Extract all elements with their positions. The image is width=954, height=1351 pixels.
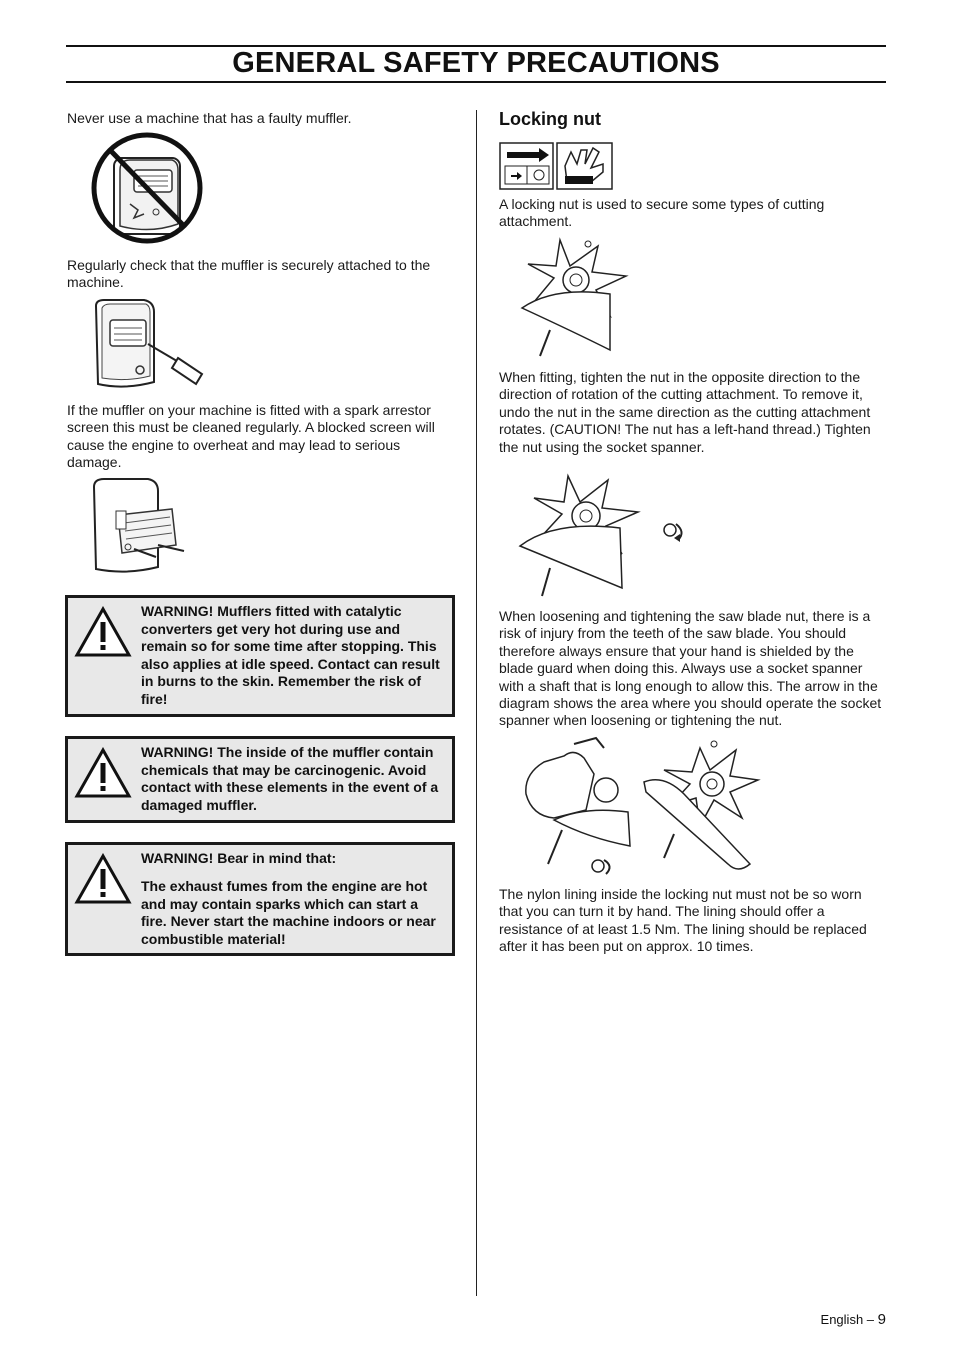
page-footer [821, 1311, 886, 1328]
saw-blade-nut-text: When loosening and tightening the saw blade nut, there is a risk of injury from the teeth of the saw blade. You should therefore always ensure that your hand is shielded by the blade guard when doing this. Always use a socket spanner with a shaft that is long enough to allow this. The arrow in the diagram shows the area where you should operate the socket spanner when loosening or tightening the nut. [499, 608, 882, 729]
column-divider [476, 110, 477, 1296]
blade-locking-nut-illustration [514, 236, 648, 358]
header-bottom-rule [66, 81, 886, 83]
spark-arrestor-text: If the muffler on your machine is fitted with a spark arrestor screen this must be cleaned regularly. A blocked screen will cause the engine to overheat and may lead to serious damage. [67, 402, 435, 471]
warning-exhaust-lead: WARNING! Bear in mind that: [141, 850, 337, 866]
warning-triangle-icon [74, 747, 132, 799]
warning-triangle-icon [74, 606, 132, 658]
warning-exhaust-text: The exhaust fumes from the engine are hot and may contain sparks which can start a fire. Never start the machine indoors or near combustible material! [141, 878, 436, 947]
footer-dash: – [866, 1312, 875, 1327]
muffler-screwdriver-illustration [90, 298, 212, 392]
warning-carcinogenic-text: WARNING! The inside of the muffler contain chemicals that may be carcinogenic. Avoid contact with these elements in the event of a damaged muffler. [141, 744, 439, 813]
faulty-muffler-text: Never use a machine that has a faulty muffler. [67, 110, 352, 126]
hand-spanner-and-guard-illustration [514, 734, 764, 880]
check-muffler-text: Regularly check that the muffler is securely attached to the machine. [67, 257, 431, 291]
page-number: 9 [877, 1311, 886, 1328]
warning-exhaust-box [65, 842, 455, 956]
warning-catalytic-text: WARNING! Mufflers fitted with catalytic converters get very hot during use and remain so for some time after stopping. This also applies at idle speed. Contact can result in burns to the skin. Remember the risk of fire! [141, 603, 440, 707]
spark-arrestor-illustration [90, 475, 190, 577]
fitting-instructions-text: When fitting, tighten the nut in the opposite direction to the direction of rotation of the cutting attachment. To remove it, undo the nut in the same direction as the cutting attachment rotates. (CAUTION! The nut has a left-hand thread.) Tighten the nut using the socket spanner. [499, 369, 871, 455]
prohibited-muffler-illustration [90, 130, 204, 246]
warning-triangle-icon [74, 853, 132, 905]
warning-catalytic-box [65, 595, 455, 717]
blade-socket-spanner-illustration [514, 462, 694, 598]
locking-nut-heading: Locking nut [499, 109, 601, 129]
nylon-lining-text: The nylon lining inside the locking nut must not be so worn that you can turn it by hand. The lining should offer a resistance of at least 1.5 Nm. The lining should be replaced after it has been put on approx. 10 times. [499, 886, 867, 955]
page-title: GENERAL SAFETY PRECAUTIONS [232, 47, 720, 79]
footer-language: English [820, 1312, 864, 1327]
warning-carcinogenic-box [65, 736, 455, 823]
manual-and-glove-icons [499, 142, 613, 190]
locking-nut-purpose-text: A locking nut is used to secure some types of cutting attachment. [499, 196, 825, 230]
